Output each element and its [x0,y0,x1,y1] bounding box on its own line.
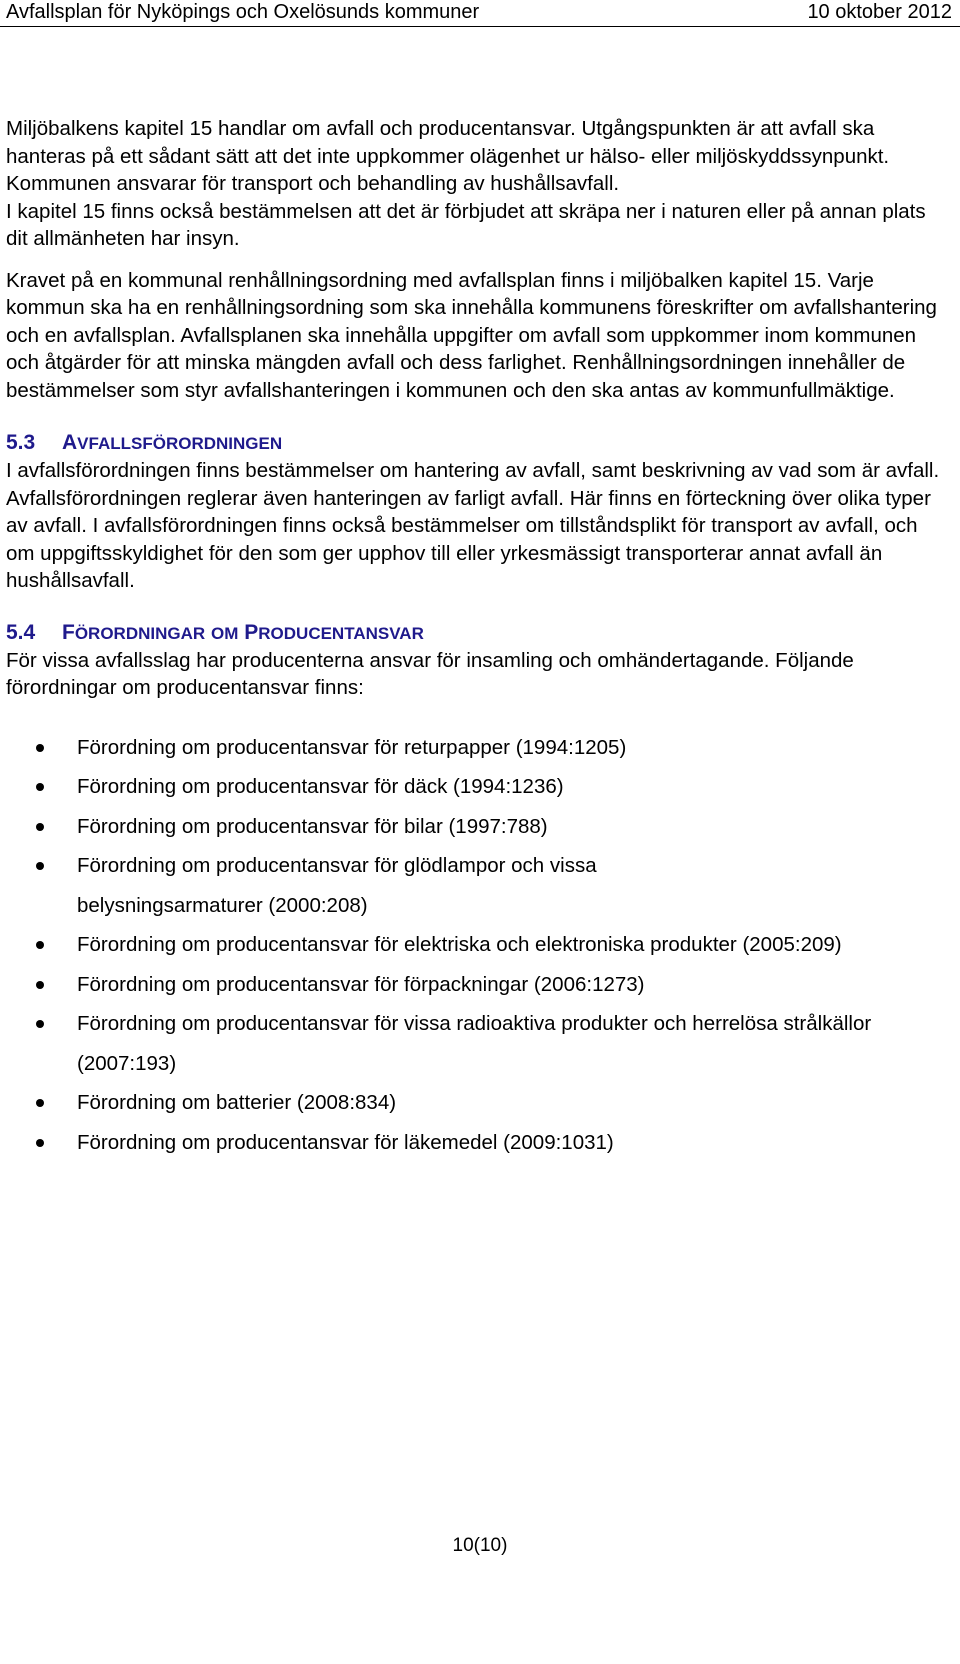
document-body [6,115,946,1162]
list-item: Förordning om producentansvar för elektriska och elektroniska produkter (2005:209) [6,925,946,965]
list-item: Förordning om producentansvar för bilar (1997:788) [6,807,946,847]
list-item: Förordning om producentansvar för förpackningar (2006:1273) [6,965,946,1005]
bullet-icon [36,823,44,831]
bullet-icon [36,862,44,870]
bullet-icon [36,783,44,791]
bullet-icon [36,744,44,752]
header-title: Avfallsplan för Nyköpings och Oxelösunds kommuner [6,1,480,23]
bullet-icon [36,1099,44,1107]
section-heading-5-3: 5.3 AVFALLSFÖRORDNINGEN [6,431,283,454]
section-heading-5-4: 5.4 FÖRORDNINGAR OM PRODUCENTANSVAR [6,620,424,644]
bullet-icon [36,981,44,989]
list-item: Förordning om producentansvar för glödlampor och vissa belysningsarmaturer (2000:208) [6,846,946,925]
bullet-icon [36,1139,44,1147]
list-item: Förordning om producentansvar för läkemedel (2009:1031) [6,1123,946,1163]
list-item: Förordning om producentansvar för däck (1994:1236) [6,767,946,807]
page-number: 10(10) [452,1535,508,1556]
paragraph-miljobalken: Miljöbalkens kapitel 15 handlar om avfall och producentansvar. Utgångspunkten är att avfall ska hanteras på ett sådant sätt att det inte uppkommer olägenhet ur hälso- eller miljöskyddssynpunkt. Kommunen ansvarar för transport och behandling av hushållsavfall. [6,117,890,195]
bullet-icon [36,941,44,949]
list-item: Förordning om producentansvar för returpapper (1994:1205) [6,728,946,768]
section-number: 5.3 [6,431,36,454]
paragraph-avfallsforordningen: I avfallsförordningen finns bestämmelser om hantering av avfall, samt beskrivning av vad som är avfall. Avfallsförordningen reglerar även hanteringen av farligt avfall. Här finns en förteckning över olika typer av avfall. I avfallsförordningen finns också bestämmelser om tillståndsplikt för transport av avfall, och om uppgiftsskyldighet för den som ger upphov till eller yrkesmässigt transporterar annat avfall än hushållsavfall. [6,459,940,592]
list-item: Förordning om batterier (2008:834) [6,1083,946,1123]
list-item: Förordning om producentansvar för vissa radioaktiva produkter och herrelösa strålkällor (2007:193) [6,1004,946,1083]
bullet-icon [36,1020,44,1028]
paragraph-kapitel-15: I kapitel 15 finns också bestämmelsen att det är förbjudet att skräpa ner i naturen eller på annan plats dit allmänheten har insyn. [6,199,926,250]
regulation-list [6,728,946,1163]
paragraph-producentansvar: För vissa avfallsslag har producenterna ansvar för insamling och omhändertagande. Följande förordningar om producentansvar finns: [6,648,854,699]
section-number: 5.4 [6,620,36,644]
paragraph-renhallningsordning: Kravet på en kommunal renhållningsordning med avfallsplan finns i miljöbalken kapitel 15. Varje kommun ska ha en renhållningsordning som ska innehålla kommunens föreskrifter om avfallshantering och en avfallsplan. Avfallsplanen ska innehålla uppgifter om avfall som uppkommer inom kommunen och åtgärder för att minska mängden avfall och dess farlighet. Renhållningsordningen innehåller de bestämmelser som styr avfallshanteringen i kommunen och den ska antas av kommunfullmäktige. [6,268,937,402]
header-date: 10 oktober 2012 [807,1,952,23]
page-header [0,0,960,27]
